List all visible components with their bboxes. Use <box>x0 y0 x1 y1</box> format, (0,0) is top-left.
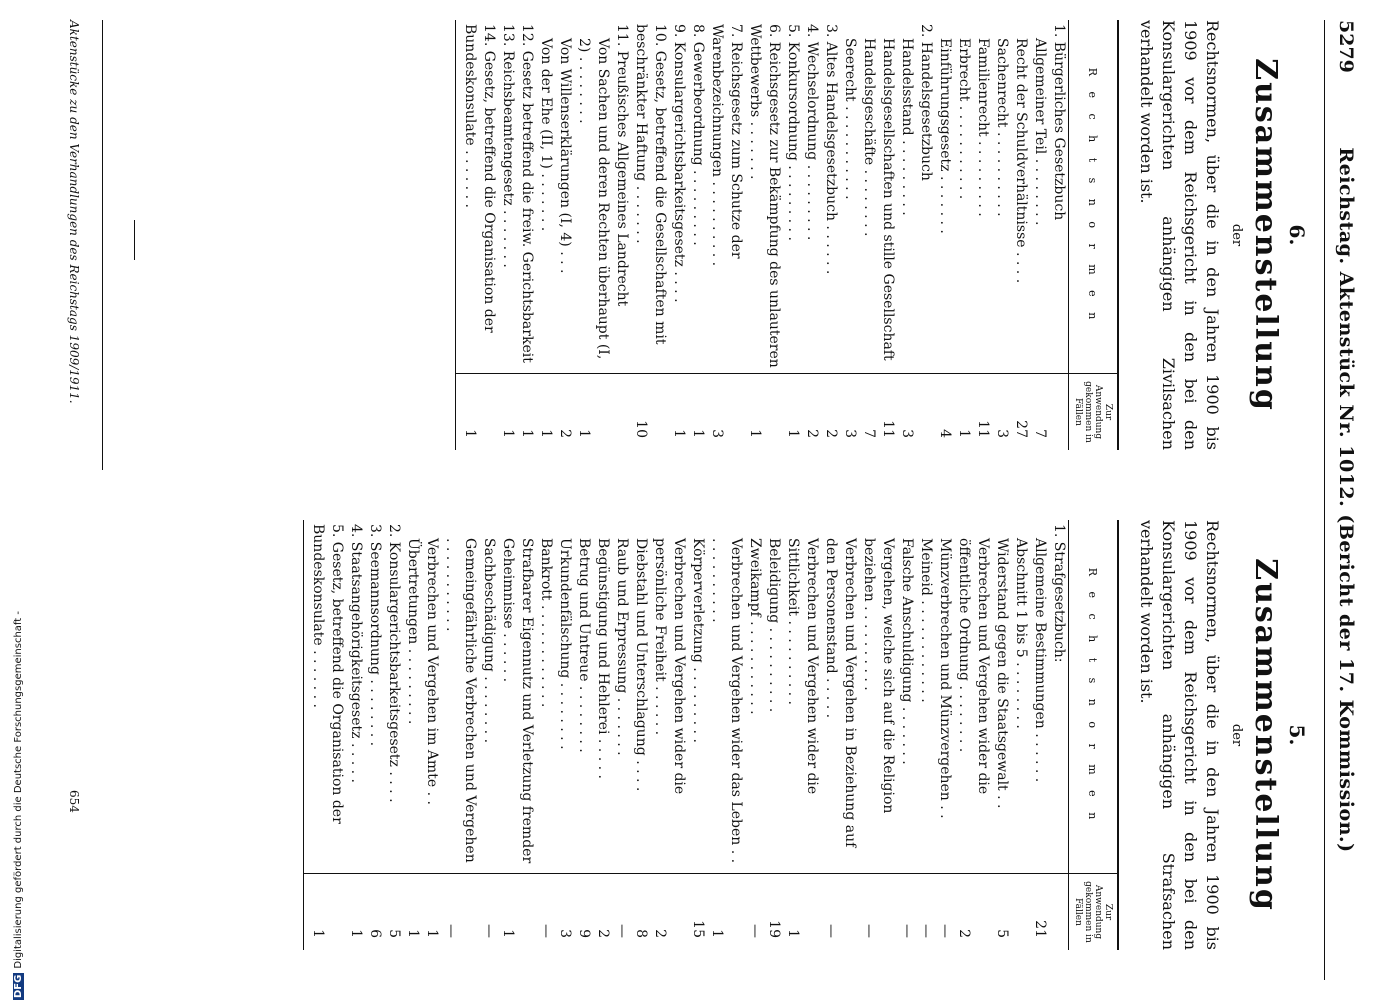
table-row <box>631 520 650 950</box>
table-row <box>745 20 783 450</box>
norm-label: Verbrechen und Vergehen wider das Leben . . . . . . . . . . . . <box>709 538 744 864</box>
table-row <box>479 520 498 950</box>
norm-label: Zweikampf . . . . . . . . . . . <box>747 538 763 715</box>
norms-table <box>455 20 1119 450</box>
case-count: 1 <box>574 374 612 451</box>
case-count: 19 <box>764 874 783 951</box>
norm-label: Diebstahl und Unterschlagung . . . . <box>633 538 649 792</box>
norm-label: Sachbeschädigung . . . . . . . . <box>481 538 497 744</box>
case-count: 1 <box>536 374 555 451</box>
table-row <box>802 20 821 450</box>
table-row <box>456 20 499 450</box>
norm-label: Widerstand gegen die Staatsgewalt . . <box>994 538 1010 809</box>
case-count: 2 <box>650 874 688 951</box>
table-row <box>536 520 555 950</box>
norm-label: Begünstigung und Hehlerei . . . . . <box>595 538 611 779</box>
case-count <box>916 374 935 451</box>
table-row <box>707 20 745 450</box>
table-row <box>707 520 745 950</box>
norm-label: Verbrechen und Vergehen im Amte . . <box>424 538 440 805</box>
dfg-logo: DFG <box>13 974 24 998</box>
case-count: — <box>612 874 631 951</box>
case-count: 11 <box>878 374 897 451</box>
case-count <box>1049 374 1069 451</box>
norm-label: Recht der Schuldverhältnisse . . . . <box>1013 38 1029 284</box>
norm-label: 4. Staatsangehörigkeitsgesetz . . . . . <box>348 524 364 783</box>
norm-label: 13. Reichsbeamtengesetz . . . . . . . <box>500 24 516 268</box>
case-count: 1 <box>745 374 783 451</box>
norm-label: Allgemeiner Teil . . . . . . . . <box>1032 38 1048 226</box>
norm-label: Von Willenserklärungen (I, 4) . . . <box>557 38 573 274</box>
table-row <box>897 520 916 950</box>
table-row <box>954 520 992 950</box>
case-count: 2 <box>954 874 992 951</box>
norm-label: Von Sachen und deren Rechten überhaupt (I, 2) . . . . . . . . <box>576 38 611 360</box>
case-count: 3 <box>897 374 916 451</box>
norm-label: Übertretungen . . . . . . . . . <box>405 538 421 725</box>
norm-label: Familienrecht . . . . . . . . . <box>975 38 991 217</box>
table-row <box>631 20 669 450</box>
table-row <box>612 520 631 950</box>
case-count: 8 <box>631 874 650 951</box>
case-count: 4 <box>935 374 954 451</box>
digitization-text: Digitalisierung gefördert durch die Deutsche Forschungsgemeinschaft - <box>13 611 24 969</box>
norm-label: 3. Altes Handelsgesetzbuch . . . . . . <box>823 24 839 275</box>
table-row <box>384 520 403 950</box>
case-count: 2 <box>555 374 574 451</box>
footer-page-number: 654 <box>67 790 81 813</box>
table-row <box>1049 520 1069 950</box>
case-count: 1 <box>403 874 422 951</box>
footer-left: Aktenstücke zu den Verhandlungen des Reichstags 1909/1911. <box>67 20 81 404</box>
norm-label: 1. Bürgerliches Gesetzbuch <box>1051 24 1067 221</box>
table-row <box>1030 20 1049 450</box>
case-count: 7 <box>859 374 878 451</box>
norm-label: 5. Gesetz, betreffend die Organisation der Bundeskonsulate . . . . . . . <box>304 520 347 874</box>
table-row <box>878 20 897 450</box>
norm-label: 9. Konsulargerichtsbarkeitsgesetz . . . . <box>671 24 687 303</box>
case-count: 3 <box>555 874 574 951</box>
case-count: 9 <box>574 874 593 951</box>
table-row <box>403 520 422 950</box>
case-count: — <box>935 874 954 951</box>
table-row <box>365 520 384 950</box>
table-row <box>916 520 935 950</box>
case-count: 1 <box>783 874 821 951</box>
table-row <box>954 20 973 450</box>
table-row <box>304 520 347 950</box>
norm-label: Handelsgeschäfte . . . . . . . . <box>861 38 877 237</box>
case-count: 1 <box>688 374 707 451</box>
table-row <box>973 20 992 450</box>
table-row <box>1011 20 1030 450</box>
case-count: 10 <box>631 374 669 451</box>
section-subtitle: Rechtsnormen, über die in den Jahren 1900 bis 1909 vor dem Reichsgericht in den bei den Konsulargerichten anhängigen Zivilsachen verhandelt worden ist. <box>1137 20 1222 450</box>
table-body <box>456 20 1069 450</box>
case-count: 3 <box>840 374 859 451</box>
table-row <box>859 520 897 950</box>
norm-label: Vergehen, welche sich auf die Religion beziehen . . . . . . . . . . <box>861 538 896 814</box>
table-row <box>1011 520 1030 950</box>
norm-label: Allgemeine Bestimmungen . . . . . . <box>1032 538 1048 783</box>
table-row <box>517 20 536 450</box>
footer-rule <box>102 20 103 470</box>
header-rule <box>1324 20 1325 980</box>
norm-label: Seerecht . . . . . . . . . . . <box>842 38 858 200</box>
running-title: Reichstag. Aktenstück Nr. 1012. (Bericht der 17. Kommission.) <box>1335 147 1357 853</box>
norm-label: Verbrechen und Vergehen wider die öffentliche Ordnung . . . . . . . . <box>956 538 991 795</box>
norm-label: Verbrechen und Vergehen wider die Sittlichkeit . . . . . . . . . . <box>785 538 820 795</box>
table-row <box>650 520 688 950</box>
table-row <box>764 520 783 950</box>
norm-label: Strafbarer Eigennutz und Verletzung fremder Geheimnisse . . . . . . <box>500 538 535 864</box>
table-row <box>593 520 612 950</box>
table-row <box>745 520 764 950</box>
case-count: 1 <box>498 374 517 451</box>
table-row <box>992 20 1011 450</box>
norm-label: 7. Reichsgesetz zum Schutze der Warenbezeichnungen . . . . . . . . . . <box>709 24 744 267</box>
table-row <box>441 520 479 950</box>
case-count: 3 <box>707 374 745 451</box>
table-row <box>840 20 859 450</box>
norm-label: Raub und Erpressung . . . . . . . <box>614 538 630 756</box>
norm-label: Beleidigung . . . . . . . . . . <box>766 538 782 713</box>
section-6 <box>455 20 1313 450</box>
norm-label: Handelsstand . . . . . . . . . <box>899 38 915 216</box>
table-row <box>422 520 441 950</box>
case-count: 1 <box>954 374 973 451</box>
table-body <box>304 520 1069 950</box>
norm-label: 11. Preußisches Allgemeines Landrecht <box>614 24 630 307</box>
norm-label: Verbrechen und Vergehen in Beziehung auf den Personenstand . . . . . <box>823 538 858 848</box>
table-row <box>821 520 859 950</box>
table-row <box>574 20 612 450</box>
case-count: 21 <box>1030 874 1049 951</box>
norm-label: Abschnitt 1 bis 5 . . . . . . . . <box>1013 538 1029 729</box>
case-count: — <box>897 874 916 951</box>
norm-label: 14. Gesetz, betreffend die Organisation der Bundeskonsulate . . . . . . . <box>456 20 499 374</box>
norm-label: 4. Wechselordnung . . . . . . . . . <box>804 24 820 241</box>
case-count: 2 <box>821 374 840 451</box>
norm-label: 2. Handelsgesetzbuch <box>918 24 934 181</box>
norm-label: 6. Reichsgesetz zur Bekämpfung des unlauteren Wettbewerbs . . . . . . . <box>747 24 782 368</box>
norm-label: Bankrott . . . . . . . . . . . . <box>538 538 554 708</box>
case-count: — <box>745 874 764 951</box>
case-count: 11 <box>973 374 992 451</box>
case-count: — <box>479 874 498 951</box>
norm-label: 2. Konsulargerichtsbarkeitsgesetz . . . . <box>386 524 402 803</box>
table-row <box>498 20 517 450</box>
table-row <box>555 520 574 950</box>
count-header: Zur Anwendung gekommen in Fällen <box>1069 374 1119 451</box>
table-row <box>859 20 878 450</box>
table-row <box>916 20 935 450</box>
norm-label: Betrug und Untreue . . . . . . . . <box>576 538 592 753</box>
case-count <box>1011 874 1030 951</box>
norm-label: Gemeingefährliche Verbrechen und Vergehen . . . . . . . . . . . <box>443 538 478 863</box>
case-count: 3 <box>992 374 1011 451</box>
case-count: 27 <box>1011 374 1030 451</box>
section-der: der <box>1229 223 1244 247</box>
table-row <box>669 20 688 450</box>
norm-label: 10. Gesetz, betreffend die Gesellschaften mit beschränkter Haftung . . . . . . . <box>633 24 668 345</box>
case-count: 2 <box>593 874 612 951</box>
case-count: 2 <box>802 374 821 451</box>
table-row <box>612 20 631 450</box>
norm-label: Einführungsgesetz . . . . . . . <box>937 38 953 234</box>
table-row <box>498 520 536 950</box>
case-count: — <box>916 874 935 951</box>
norm-label: 1. Strafgesetzbuch: <box>1051 524 1067 663</box>
table-row <box>688 520 707 950</box>
case-count: — <box>536 874 555 951</box>
table-row <box>783 520 821 950</box>
norm-label: 3. Seemannsordnung . . . . . . . . <box>367 524 383 747</box>
norm-label: Falsche Anschuldigung . . . . . . . <box>899 538 915 765</box>
digitization-note <box>13 611 24 1000</box>
page-header <box>1323 20 1363 980</box>
case-count: 1 <box>346 874 365 951</box>
case-count: 5 <box>992 874 1011 951</box>
section-5 <box>303 520 1313 950</box>
norm-label: 8. Gewerbeordnung . . . . . . . . . <box>690 24 706 246</box>
case-count: 1 <box>707 874 745 951</box>
table-row <box>346 520 365 950</box>
table-row <box>555 20 574 450</box>
case-count: 5 <box>384 874 403 951</box>
table-row <box>1030 520 1049 950</box>
case-count: — <box>441 874 479 951</box>
case-count: 6 <box>365 874 384 951</box>
table-row <box>574 520 593 950</box>
norm-label: Handelsgesellschaften und stille Gesellschaft <box>880 38 896 361</box>
norm-label: Sachenrecht . . . . . . . . . . <box>994 38 1010 217</box>
section-title: Zusammenstellung <box>1248 558 1283 912</box>
case-count <box>612 374 631 451</box>
column-header: R e c h t s n o r m e n <box>1069 20 1119 374</box>
table-row <box>783 20 802 450</box>
case-count: 1 <box>304 874 347 951</box>
case-count: — <box>859 874 897 951</box>
case-count: 1 <box>498 874 536 951</box>
table-row <box>897 20 916 450</box>
section-subtitle: Rechtsnormen, über die in den Jahren 1900 bis 1909 vor dem Reichsgericht in den bei den Konsulargerichten anhängigen Strafsachen verhandelt worden ist. <box>1137 520 1222 950</box>
norms-table <box>303 520 1119 950</box>
norm-label: 12. Gesetz betreffend die freiw. Gerichtsbarkeit <box>519 24 535 363</box>
norm-label: Meineid . . . . . . . . . . . . <box>918 538 934 703</box>
divider <box>134 220 135 260</box>
table-row <box>992 520 1011 950</box>
norm-label: Urkundenfälschung . . . . . . . . <box>557 538 573 750</box>
norm-label: 5. Konkursordnung . . . . . . . . . <box>785 24 801 241</box>
case-count <box>1049 874 1069 951</box>
table-row <box>935 520 954 950</box>
case-count: 1 <box>422 874 441 951</box>
section-number: 5. <box>1285 724 1309 746</box>
norm-label: Münzverbrechen und Münzvergehen . . <box>937 538 953 819</box>
count-header: Zur Anwendung gekommen in Fällen <box>1069 874 1119 951</box>
norm-label: Erbrecht . . . . . . . . . . . <box>956 38 972 200</box>
table-row <box>536 20 555 450</box>
table-row <box>688 20 707 450</box>
case-count: — <box>821 874 859 951</box>
norm-label: Verbrechen und Vergehen wider die persönliche Freiheit . . . . . . <box>652 538 687 795</box>
norm-label: Körperverletzung . . . . . . . . . <box>690 538 706 743</box>
case-count: 1 <box>783 374 802 451</box>
case-count: 7 <box>1030 374 1049 451</box>
section-der: der <box>1229 723 1244 747</box>
column-header: R e c h t s n o r m e n <box>1069 520 1119 874</box>
case-count: 1 <box>456 374 499 451</box>
case-count: 1 <box>517 374 536 451</box>
case-count: 1 <box>669 374 688 451</box>
section-number: 6. <box>1285 224 1309 246</box>
page-number: 5279 <box>1335 20 1357 73</box>
section-title: Zusammenstellung <box>1248 58 1283 412</box>
table-row <box>1049 20 1069 450</box>
table-row <box>821 20 840 450</box>
table-row <box>935 20 954 450</box>
case-count: 15 <box>688 874 707 951</box>
norm-label: Von der Ehe (II, 1) . . . . . . . <box>538 38 554 232</box>
